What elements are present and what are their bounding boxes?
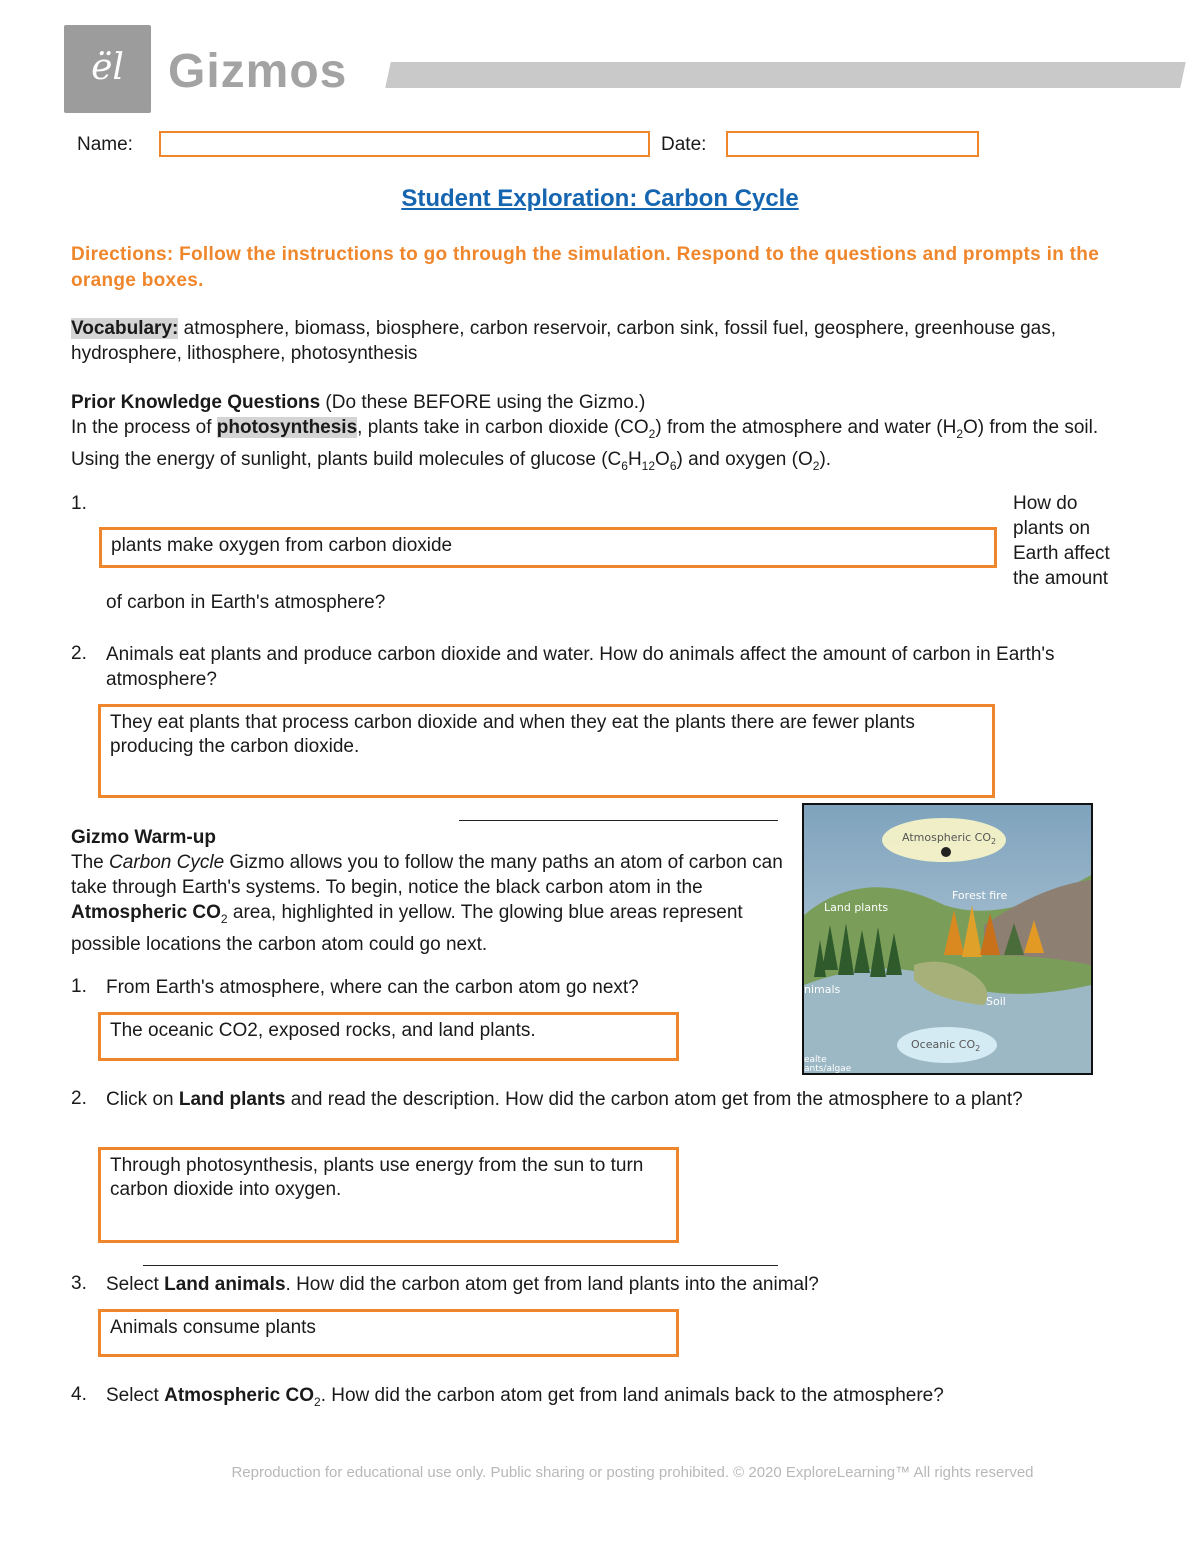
subscript: 2 (812, 458, 820, 473)
question-text-part: Select (106, 1274, 165, 1295)
vocabulary-label: Vocabulary: (71, 318, 179, 339)
figure-label-soil: Soil (986, 995, 1006, 1008)
prior-knowledge-note: (Do these BEFORE using the Gizmo.) (320, 392, 646, 413)
divider-line (459, 820, 778, 821)
answer-box[interactable]: Through photosynthesis, plants use energy from the sun to turn carbon dioxide into oxygen. (98, 1147, 679, 1243)
divider-line (143, 1265, 778, 1266)
question-text (106, 1272, 1131, 1297)
intro-text: In the process of (71, 417, 217, 438)
vocabulary-terms: atmosphere, biomass, biosphere, carbon reservoir, carbon sink, fossil fuel, geosphere, greenhouse gas, hydrosphere, lithosphere, photosynthesis (71, 318, 1057, 364)
subscript: 12 (641, 458, 656, 473)
question-number: 2. (71, 1088, 87, 1109)
subscript: 2 (314, 1394, 321, 1409)
date-field[interactable] (726, 131, 979, 157)
footer-copyright: Reproduction for educational use only. Public sharing or posting prohibited. © 2020 ExploreLearning™ All rights reserved (231, 1464, 1034, 1481)
vocabulary (71, 316, 1131, 366)
question-number: 1. (71, 493, 87, 514)
name-label: Name: (77, 134, 133, 155)
question-number: 2. (71, 643, 87, 664)
header-bar (385, 62, 1186, 88)
carbon-cycle-figure (802, 803, 1093, 1075)
question-text-part: . How did the carbon atom get from land animals back to the atmosphere? (320, 1385, 944, 1406)
intro-text: ). (819, 448, 832, 470)
question-text-part: . How did the carbon atom get from land plants into the animal? (285, 1274, 819, 1295)
subscript: 2 (956, 426, 963, 441)
figure-label-oceanic: Oceanic $CO_2$ (911, 1038, 981, 1054)
question-text-part: Select (106, 1385, 165, 1406)
photosynthesis-term: photosynthesis (216, 417, 358, 438)
prior-knowledge-intro (71, 390, 1131, 479)
question-text (106, 1383, 1131, 1415)
warmup-text: Gizmo allows you to follow the many paths an atom of carbon can take through Earth's systems. To begin, notice the black carbon atom in the (71, 852, 783, 898)
subscript: 6 (621, 458, 628, 473)
question-text-part: Click on (106, 1089, 179, 1110)
figure-label-animals: nimals (804, 983, 841, 996)
figure-label-atmospheric: Atmospheric $CO_2$ (902, 831, 997, 847)
date-label: Date: (661, 134, 707, 155)
question-text: From Earth's atmosphere, where can the carbon atom go next? (106, 977, 639, 998)
answer-box[interactable]: plants make oxygen from carbon dioxide (99, 527, 997, 568)
question-text: Animals eat plants and produce carbon dioxide and water. How do animals affect the amount of carbon in Earth's atmosphere? (106, 644, 1055, 690)
carbon-atom (941, 847, 951, 857)
explore-learning-logo-glyph: ël (91, 47, 124, 88)
gizmos-logo (64, 25, 151, 113)
intro-text: , plants take in carbon dioxide (CO (357, 417, 649, 438)
warmup-heading: Gizmo Warm-up (71, 827, 216, 848)
warmup-text: area, highlighted in yellow. The glowing blue areas represent possible locations the carbon atom could go next. (71, 902, 743, 955)
warmup-intro (71, 825, 796, 957)
figure-label-algae-b: ants/algae (804, 1064, 852, 1074)
land-plants-term: Land plants (178, 1089, 286, 1110)
intro-text: O (655, 448, 670, 470)
figure-label-land-plants: Land plants (824, 901, 889, 914)
question-number: 4. (71, 1384, 87, 1405)
figure-label-algae-a: ealte (804, 1055, 827, 1065)
answer-box[interactable]: The oceanic CO2, exposed rocks, and land plants. (98, 1012, 679, 1061)
name-field[interactable] (159, 131, 650, 157)
answer-box[interactable]: Animals consume plants (98, 1309, 679, 1357)
answer-box[interactable]: They eat plants that process carbon dioxide and when they eat the plants there are fewer plants producing the carbon dioxide. (98, 704, 995, 798)
question-text (106, 1087, 1131, 1112)
atmospheric-co2-term: Atmospheric CO (71, 902, 221, 923)
intro-text: ) and oxygen (O (676, 448, 813, 470)
atmospheric-co2-term: Atmospheric CO (164, 1385, 315, 1406)
question-number: 1. (71, 976, 87, 997)
brand-name: Gizmos (168, 45, 348, 98)
question-text-part: and read the description. How did the carbon atom get from the atmosphere to a plant? (285, 1089, 1023, 1110)
gizmo-name: Carbon Cycle (109, 852, 225, 873)
figure-label-forest-fire: Forest fire (952, 889, 1008, 902)
intro-text: ) from the atmosphere and water (H (655, 417, 957, 438)
subscript: 2 (220, 911, 228, 926)
question-text: How do plants on Earth affect the amount (1013, 493, 1110, 589)
question-number: 3. (71, 1273, 87, 1294)
subscript: 2 (648, 426, 656, 441)
question-text: of carbon in Earth's atmosphere? (106, 592, 386, 613)
page-title: Student Exploration: Carbon Cycle (401, 185, 799, 212)
intro-text: O) from the soil. Using the energy of sunlight, plants build molecules of glucose (C (71, 417, 1099, 470)
directions: Directions: Follow the instructions to go through the simulation. Respond to the questions and prompts in the orange boxes. (71, 244, 1100, 291)
land-animals-term: Land animals (164, 1274, 286, 1295)
intro-text: H (627, 448, 642, 470)
subscript: 6 (669, 458, 677, 473)
prior-knowledge-heading: Prior Knowledge Questions (71, 392, 321, 413)
warmup-text: The (71, 852, 110, 873)
